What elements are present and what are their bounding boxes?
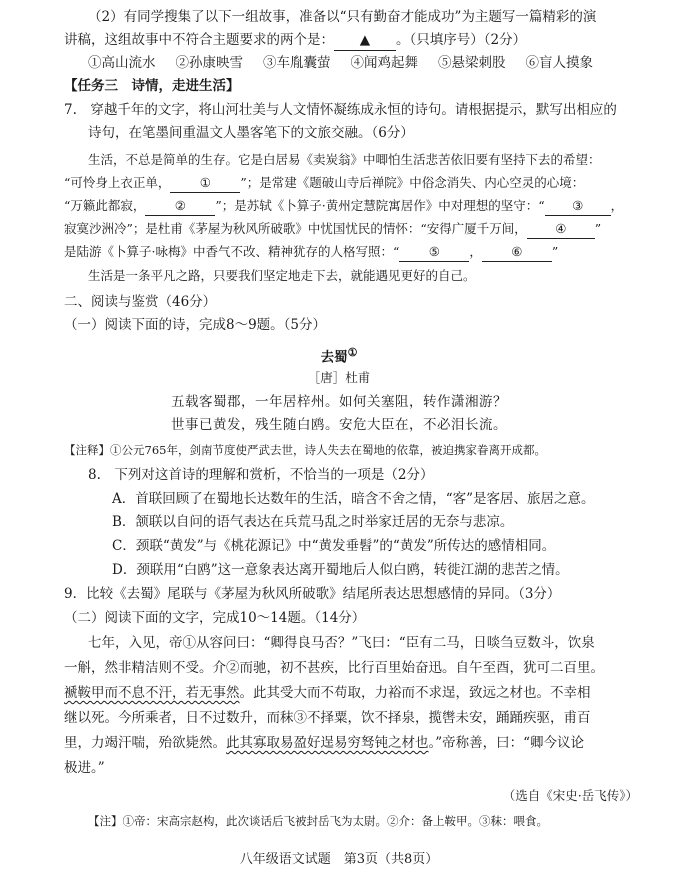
prose-line-6: 极进。”	[64, 760, 105, 776]
blank-3[interactable]: ③	[545, 196, 611, 216]
option-3: ③车胤囊萤	[263, 55, 331, 71]
poem-note: 【注释】①公元765年，剑南节度使严武去世，诗人失去在蜀地的依靠，被迫携家眷离开成都。	[64, 443, 546, 457]
option-1: ①高山流水	[88, 55, 156, 71]
prose-text: 里，力竭汗喘，殆欲毙然。	[64, 735, 226, 751]
q7-passage-4	[64, 219, 678, 239]
q7-line2: 诗句，在笔墨间重温文人墨客笔下的文旅交融。（6分）	[88, 125, 414, 141]
option-5: ⑤悬梁刺股	[438, 55, 506, 71]
q8-option-b: B．颔联以自问的语气表达在兵荒马乱之时举家迁居的无奈与悲凉。	[112, 514, 514, 530]
blank-5[interactable]: ⑤	[399, 242, 469, 262]
prose-note: 【注】①帝：宋高宗赵构，此次谈话后飞被封岳飞为太尉。②介：备上鞍甲。③秣：喂食。	[88, 814, 548, 828]
passage-text: 寂寞沙洲冷”；是杜甫《茅屋为秋风所破歌》中忧国忧民的情怀：“安得广厦千万间，	[64, 221, 527, 236]
underlined-sentence-1: 褫鞍甲而不息不汗，若无事然	[64, 685, 240, 701]
passage-text: “万籁此都寂，	[64, 198, 146, 213]
passage-text: ”；是苏轼《卜算子·黄州定慧院寓居作》中对理想的坚守：“	[215, 198, 545, 213]
q8-stem: 8. 下列对这首诗的理解和赏析，不恰当的一项是（2分）	[88, 467, 434, 483]
q7-line1: 7. 穿越千年的文字，将山河壮美与人文情怀凝练成永恒的诗句。请根据提示，默写出相应的	[64, 102, 617, 118]
q7-passage-6: 生活是一条平凡之路，只要我们坚定地走下去，就能遇见更好的自己。	[88, 268, 476, 283]
passage-text: ，	[610, 198, 624, 213]
prose-text: 。”帝称善，曰：“卿今议论	[428, 735, 585, 751]
q7-passage-3	[64, 196, 678, 216]
q8-option-d: D．颈联用“白鸥”这一意象表达离开蜀地后人似白鸥，转徙江湖的悲苦之情。	[112, 562, 569, 578]
q6-2-text: 讲稿，这组故事中不符合主题要求的两个是：	[64, 32, 334, 48]
option-6: ⑥盲人摸象	[525, 55, 593, 71]
passage-text: 是陆游《卜算子·咏梅》中香气不改、精神犹存的人格写照：“	[64, 244, 400, 259]
poem-line-1: 五载客蜀郡，一年居梓州。如何关塞阻，转作潇湘游？	[171, 394, 507, 410]
prose-line-3	[64, 684, 678, 703]
task3-title: 【任务三 诗情，走进生活】	[64, 78, 240, 94]
q7-passage-1: 生活，不总是简单的生存。它是白居易《卖炭翁》中唧怕生活悲苦依旧要有坚持下去的希望：	[88, 152, 601, 167]
q6-2-answer-blank[interactable]: ▲	[334, 31, 396, 51]
blank-2[interactable]: ②	[145, 196, 215, 216]
q8-option-a: A．首联回顾了在蜀地长达数年的生活，暗含不舍之情，“客”是客居、旅居之意。	[112, 491, 595, 507]
passage-text: ”	[551, 244, 559, 259]
q6-2-line1: （2）有同学搜集了以下一组故事，准备以“只有勤奋才能成功”为主题写一篇精彩的演	[88, 9, 597, 25]
passage-text: ”；是常建《题破山寺后禅院》中俗念消失、内心空灵的心境：	[240, 175, 585, 190]
prose-line-2: 一斛，然非精洁则不受。介②而驰，初不甚疾，比行百里始奋迅。自午至酉，犹可二百里。	[64, 660, 604, 676]
option-2: ②孙康映雪	[175, 55, 243, 71]
option-4: ④闻鸡起舞	[350, 55, 418, 71]
q6-2-hint: 。（只填序号）（2分）	[396, 32, 527, 48]
q9-stem: 9．比较《去蜀》尾联与《茅屋为秋风所破歌》结尾所表达思想感情的异同。（3分）	[64, 586, 561, 602]
prose-line-5	[64, 734, 678, 753]
poem-line-2: 世事已黄发，残生随白鸥。安危大臣在，不必泪长流。	[171, 417, 507, 433]
passage-text: “可怜身上衣正单，	[64, 175, 171, 190]
q7-passage-2	[64, 173, 678, 193]
poem-title-text: 去蜀	[320, 349, 348, 366]
q6-2-options	[88, 54, 678, 73]
q8-option-c: C．颈联“黄发”与《桃花源记》中“黄发垂髫”的“黄发”所传达的感情相同。	[112, 538, 556, 554]
part2-title: （二）阅读下面的文字，完成10～14题。（14分）	[64, 610, 366, 626]
blank-1[interactable]: ①	[170, 173, 240, 193]
passage-text: ”	[594, 221, 602, 236]
blank-4[interactable]: ④	[527, 219, 595, 239]
prose-line-4: 继以死。今所乘者，日不过数升，而秣③不择粟，饮不择泉，揽辔未安，踊踊疾驱，甫百	[64, 710, 591, 726]
passage-text: ，	[469, 244, 482, 259]
section2-title: 二、阅读与鉴赏（46分）	[64, 294, 217, 310]
blank-6[interactable]: ⑥	[482, 242, 552, 262]
prose-line-1: 七年，入见，帝①从容问曰：“卿得良马否？”飞曰：“臣有二马，日啖刍豆数斗，饮泉	[88, 635, 595, 651]
prose-text: 。此其受大而不苟取，力裕而不求逞，致远之材也。不幸相	[239, 685, 591, 701]
prose-source: （选自《宋史·岳飞传》）	[502, 788, 638, 803]
q7-passage-5	[64, 242, 678, 262]
poem-title	[0, 343, 678, 368]
q6-2-line2	[64, 31, 678, 51]
poem-title-note: ①	[347, 346, 358, 359]
part1-title: （一）阅读下面的诗，完成8～9题。（5分）	[64, 317, 327, 333]
underlined-sentence-2: 此其寡取易盈好逞易穷驽钝之材也	[226, 735, 429, 751]
page-footer: 八年级语文试题 第3页（共8页）	[239, 852, 439, 867]
poem-author: ［唐］杜甫	[307, 370, 371, 385]
